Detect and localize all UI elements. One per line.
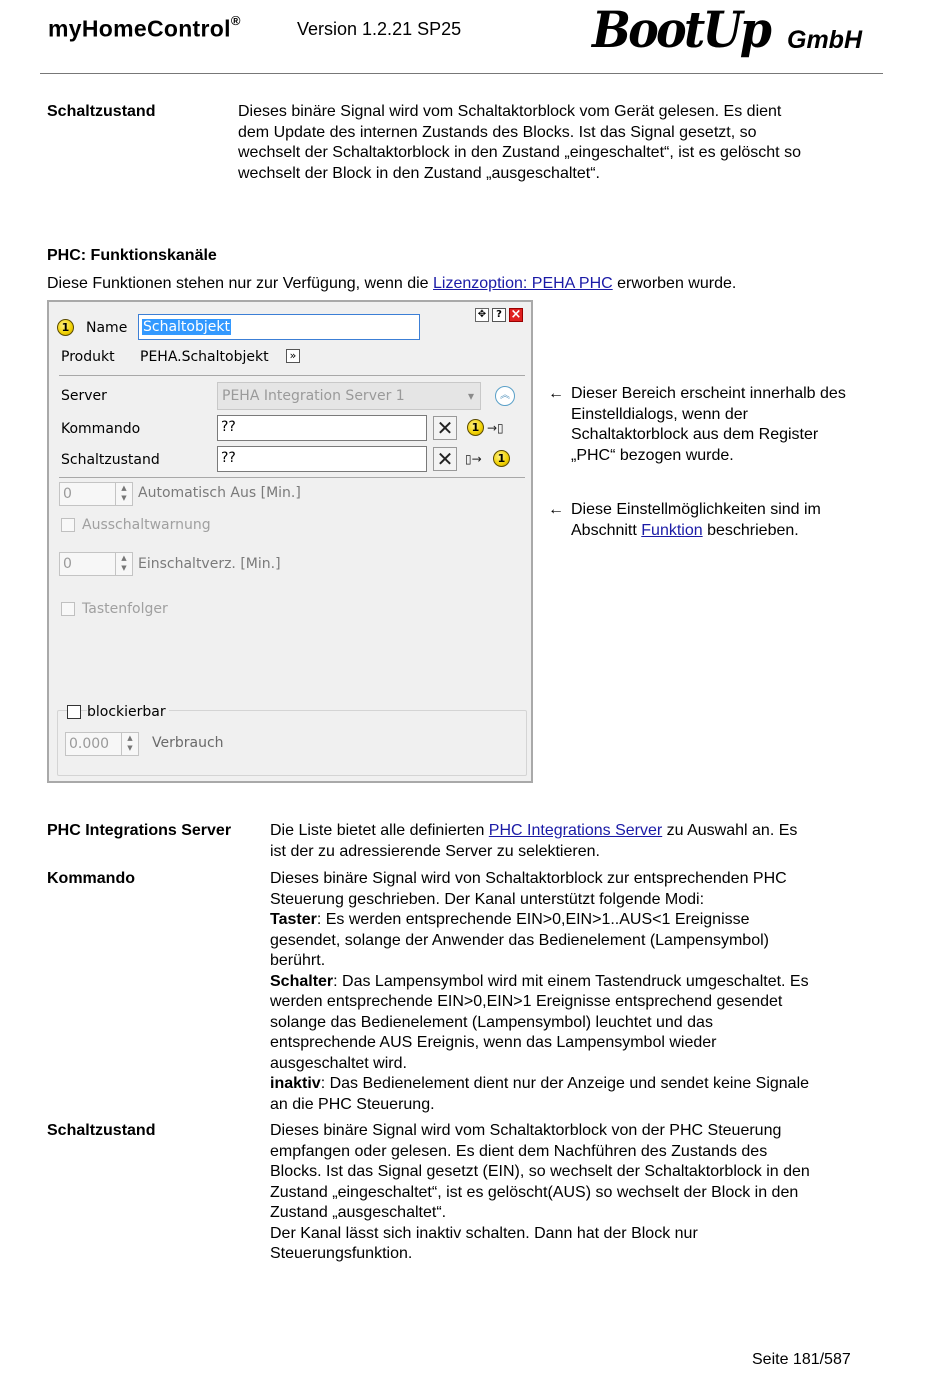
stepper-arrows-icon: ▲ ▼ <box>115 483 132 505</box>
delay-value: 0 <box>63 556 72 572</box>
version-label: Version 1.2.21 SP25 <box>297 19 462 39</box>
definition-schaltzustand-phc <box>270 1121 810 1265</box>
divider <box>59 375 525 376</box>
text-line: Dieses binäre Signal wird von Schaltaktorblock zur entsprechenden PHC <box>270 870 787 887</box>
phc-server-link[interactable]: PHC Integrations Server <box>488 822 663 839</box>
text-line: Dieses binäre Signal wird vom Schaltaktorblock von der PHC Steuerung <box>270 1122 782 1139</box>
text: : Es werden entsprechende EIN>0,EIN>1..AUS<1 Ereignisse <box>316 911 750 928</box>
company-logo <box>592 0 882 66</box>
text: : Das Bedienelement dient nur der Anzeige und sendet keine Signale <box>320 1075 810 1092</box>
text-line: Blocks. Ist das Signal gesetzt (EIN), so wechselt der Schaltaktorblock in den <box>270 1163 810 1180</box>
text-line: ausgeschaltet wird. <box>270 1054 407 1072</box>
header-divider <box>40 73 883 74</box>
text-line <box>270 821 797 842</box>
follower-checkbox[interactable] <box>61 602 75 616</box>
note-text: Abschnitt <box>571 521 642 539</box>
text-line: dem Update des internen Zustands des Blocks. Ist das Signal gesetzt, so <box>238 123 757 141</box>
mode-schalter: Schalter <box>270 972 334 990</box>
text-line: Steuerung geschrieben. Der Kanal unterstützt folgende Modi: <box>270 890 705 908</box>
stepper-arrows-icon: ▲ ▼ <box>115 553 132 575</box>
name-value: Schaltobjekt <box>143 319 230 335</box>
mode-taster: Taster <box>270 911 317 928</box>
product-expand-icon[interactable]: » <box>286 349 300 363</box>
note-arrow-2: ← <box>548 501 564 518</box>
license-option-link[interactable]: Lizenzoption: PEHA PHC <box>433 275 613 292</box>
blockable-label: blockierbar <box>87 703 169 721</box>
text-line <box>270 910 809 931</box>
text-line: Dieses binäre Signal wird vom Schaltaktorblock vom Gerät gelesen. Es dient <box>238 103 782 120</box>
logo-suffix: GmbH <box>787 26 862 54</box>
close-icon[interactable]: × <box>510 307 522 322</box>
name-input[interactable] <box>138 314 420 340</box>
definition-kommando <box>270 869 809 1115</box>
move-icon[interactable]: ✥ <box>475 308 489 322</box>
text-line: empfangen oder gelesen. Es dient dem Nachführen des Zustands des <box>270 1142 768 1160</box>
clear-state-icon[interactable]: ✕ <box>433 447 457 471</box>
text-line: Zustand „ausgeschaltet“. <box>270 1204 447 1221</box>
auto-off-value: 0 <box>63 486 72 502</box>
signal-out-icon: →▯ <box>487 421 504 435</box>
state-input[interactable]: ?? <box>217 446 427 472</box>
text-line <box>270 972 809 993</box>
auto-off-label: Automatisch Aus [Min.] <box>138 485 301 501</box>
text-line: gesendet, solange der Anwender das Bedienelement (Lampensymbol) <box>270 931 769 949</box>
text-line: berührt. <box>270 952 326 969</box>
server-value: PEHA Integration Server 1 <box>222 388 405 404</box>
intro-text: Diese Funktionen stehen nur zur Verfügung, wenn die <box>47 275 434 292</box>
lamp-icon: 1 <box>57 319 74 336</box>
state-label: Schaltzustand <box>61 452 160 468</box>
text-line: Steuerungsfunktion. <box>270 1245 413 1262</box>
text-line <box>270 1074 809 1095</box>
text-line: ist der zu adressierende Server zu selektieren. <box>270 842 600 860</box>
divider <box>59 477 525 478</box>
stepper-arrows-icon: ▲ ▼ <box>121 733 138 755</box>
name-label: Name <box>86 320 128 336</box>
warning-checkbox[interactable] <box>61 518 75 532</box>
function-link[interactable]: Funktion <box>641 521 703 539</box>
note-settings <box>571 500 821 541</box>
settings-dialog <box>47 300 533 783</box>
text: zu Auswahl an. Es <box>662 822 798 839</box>
help-icon[interactable]: ? <box>492 308 506 322</box>
section-heading-phc: PHC: Funktionskanäle <box>47 247 217 264</box>
text-line: Der Kanal lässt sich inaktiv schalten. Dann hat der Block nur <box>270 1224 698 1242</box>
text-line <box>571 521 821 542</box>
server-label: Server <box>61 388 107 404</box>
lamp-icon: 1 <box>467 419 484 436</box>
term-schaltzustand: Schaltzustand <box>47 103 156 120</box>
definition-schaltzustand <box>238 102 801 184</box>
term-schaltzustand-phc: Schaltzustand <box>47 1122 156 1139</box>
text-line: Zustand „eingeschaltet“, ist es gelöscht(AUS) so wechselt der Block in den <box>270 1183 799 1201</box>
text-line: Schaltaktorblock aus dem Register <box>571 426 819 443</box>
product-label: Produkt <box>61 349 115 365</box>
lamp-icon: 1 <box>493 450 510 467</box>
text-line: Dieser Bereich erscheint innerhalb des <box>571 385 846 402</box>
clear-command-icon[interactable]: ✕ <box>433 416 457 440</box>
text-line: werden entsprechende EIN>0,EIN>1 Ereignisse entsprechend gesendet <box>270 993 783 1010</box>
command-label: Kommando <box>61 421 141 437</box>
definition-phc-server <box>270 821 797 862</box>
text-line: Einstelldialogs, wenn der <box>571 405 748 423</box>
server-select[interactable] <box>217 382 481 410</box>
warning-label: Ausschaltwarnung <box>82 517 211 533</box>
auto-off-stepper[interactable] <box>59 482 133 506</box>
text-line: an die PHC Steuerung. <box>270 1095 435 1113</box>
consumption-stepper[interactable] <box>65 732 139 756</box>
intro-text-end: erworben wurde. <box>612 275 737 292</box>
brand-title: myHomeControl® <box>48 13 241 42</box>
delay-label: Einschaltverz. [Min.] <box>138 556 281 572</box>
term-phc-server: PHC Integrations Server <box>47 822 232 839</box>
term-kommando: Kommando <box>47 870 135 887</box>
blockable-checkbox[interactable] <box>67 705 81 719</box>
page-number: Seite 181/587 <box>752 1351 851 1368</box>
consumption-value: 0.000 <box>69 736 110 752</box>
note-arrow-1: ← <box>548 385 564 402</box>
delay-stepper[interactable] <box>59 552 133 576</box>
note-text-end: beschrieben. <box>702 521 799 539</box>
text: Die Liste bietet alle definierten <box>270 822 489 839</box>
text-line: solange das Bedienelement (Lampensymbol) leuchtet und das <box>270 1013 713 1031</box>
text-line: „PHC“ bezogen wurde. <box>571 446 734 464</box>
product-value: PEHA.Schaltobjekt <box>140 349 269 365</box>
consumption-label: Verbrauch <box>152 735 224 751</box>
text: : Das Lampensymbol wird mit einem Tastendruck umgeschaltet. Es <box>333 972 809 990</box>
follower-label: Tastenfolger <box>82 601 168 617</box>
collapse-icon[interactable]: ︽ <box>495 386 515 406</box>
mode-inaktiv: inaktiv <box>270 1075 321 1092</box>
signal-in-icon: ▯→ <box>465 452 482 466</box>
note-phc-area <box>571 384 846 466</box>
text-line: wechselt der Schaltaktorblock in den Zustand „eingeschaltet“, ist es gelöscht so <box>238 144 801 161</box>
text-line: entsprechende AUS Ereignis, wenn das Lampensymbol wieder <box>270 1034 717 1051</box>
chevron-down-icon: ▾ <box>467 389 474 403</box>
text-line: wechselt der Block in den Zustand „ausgeschaltet“. <box>238 164 600 182</box>
text-line: Diese Einstellmöglichkeiten sind im <box>571 501 821 518</box>
command-input[interactable]: ?? <box>217 415 427 441</box>
logo-wordmark: BootUp <box>592 0 770 59</box>
phc-intro <box>47 274 736 295</box>
